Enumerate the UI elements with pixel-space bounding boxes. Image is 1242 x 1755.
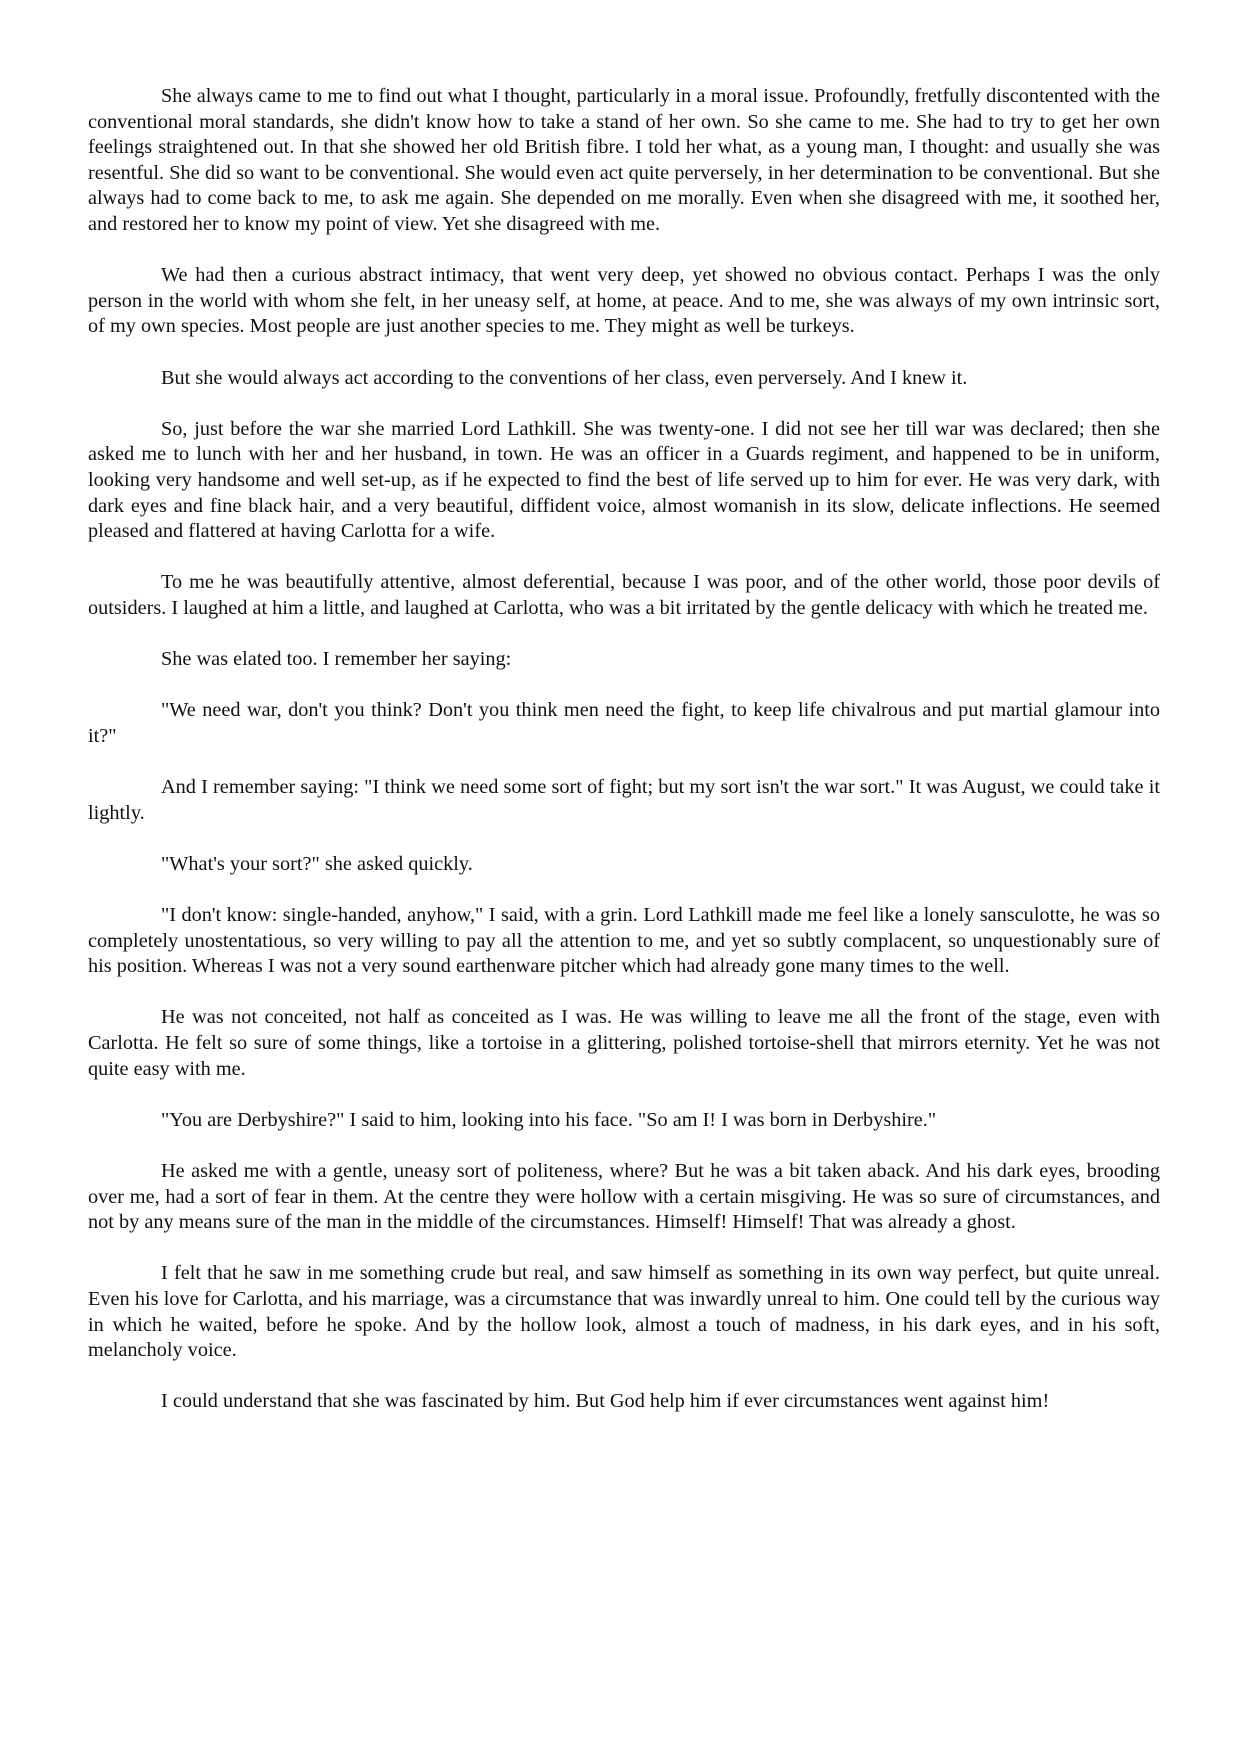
paragraph-15: I could understand that she was fascinated by him. But God help him if ever circumstances went against him! xyxy=(161,1390,1050,1413)
paragraph-13: He asked me with a gentle, uneasy sort of politeness, where? But he was a bit taken aback. And his dark eyes, brooding over me, had a sort of fear in them. At the centre they were hollow with a certain misgiving. He was so sure of circumstances, and not by any means sure of the man in the middle of the circumstances. Himself! Himself! That was already a ghost. xyxy=(88,1159,1160,1234)
paragraph-9: "What's your sort?" she asked quickly. xyxy=(161,852,473,875)
paragraph-11: He was not conceited, not half as conceited as I was. He was willing to leave me all the front of the stage, even with Carlotta. He felt so sure of some things, like a tortoise in a glittering, polished tortoise-shell that mirrors eternity. Yet he was not quite easy with me. xyxy=(88,1006,1160,1080)
paragraph-10: "I don't know: single-handed, anyhow," I said, with a grin. Lord Lathkill made me feel like a lonely sansculotte, he was so completely unostentatious, so very willing to pay all the attention to me, and yet so subtly complacent, so unquestionably sure of his position. Whereas I was not a very sound earthenware pitcher which had already gone many times to the well. xyxy=(88,904,1160,978)
paragraph-7: "We need war, don't you think? Don't you think men need the fight, to keep life chivalrous and put martial glamour into it?" xyxy=(88,699,1160,747)
paragraph-14: I felt that he saw in me something crude but real, and saw himself as something in its own way perfect, but quite unreal. Even his love for Carlotta, and his marriage, was a circumstance that was inwardly unreal to him. One could tell by the curious way in which he waited, before he spoke. And by the hollow look, almost a touch of madness, in his dark eyes, and in his soft, melancholy voice. xyxy=(88,1262,1160,1362)
document-page xyxy=(88,84,1160,1440)
paragraph-5: To me he was beautifully attentive, almost deferential, because I was poor, and of the other world, those poor devils of outsiders. I laughed at him a little, and laughed at Carlotta, who was a bit irritated by the gentle delicacy with which he treated me. xyxy=(88,571,1160,619)
paragraph-8: And I remember saying: "I think we need some sort of fight; but my sort isn't the war sort." It was August, we could take it lightly. xyxy=(88,776,1160,824)
paragraph-12: "You are Derbyshire?" I said to him, looking into his face. "So am I! I was born in Derbyshire." xyxy=(161,1108,937,1131)
paragraph-1: She always came to me to find out what I thought, particularly in a moral issue. Profoundly, fretfully discontented with the conventional moral standards, she didn't know how to take a stand of her own. So she came to me. She had to try to get her own feelings straightened out. In that she showed her old British fibre. I told her what, as a young man, I thought: and usually she was resentful. She did so want to be conventional. She would even act quite perversely, in her determination to be conventional. But she always had to come back to me, to ask me again. She depended on me morally. Even when she disagreed with me, it soothed her, and restored her to know my point of view. Yet she disagreed with me. xyxy=(88,85,1160,235)
paragraph-2: We had then a curious abstract intimacy, that went very deep, yet showed no obvious contact. Perhaps I was the only person in the world with whom she felt, in her uneasy self, at home, at peace. And to me, she was always of my own intrinsic sort, of my own species. Most people are just another species to me. They might as well be turkeys. xyxy=(88,264,1160,338)
paragraph-4: So, just before the war she married Lord Lathkill. She was twenty-one. I did not see her till war was declared; then she asked me to lunch with her and her husband, in town. He was an officer in a Guards regiment, and happened to be in uniform, looking very handsome and well set-up, as if he expected to find the best of life served up to him for ever. He was very dark, with dark eyes and fine black hair, and a very beautiful, diffident voice, almost womanish in its slow, delicate inflections. He seemed pleased and flattered at having Carlotta for a wife. xyxy=(88,417,1160,543)
paragraph-3: But she would always act according to the conventions of her class, even perversely. And I knew it. xyxy=(161,366,968,389)
paragraph-6: She was elated too. I remember her saying: xyxy=(161,648,512,671)
